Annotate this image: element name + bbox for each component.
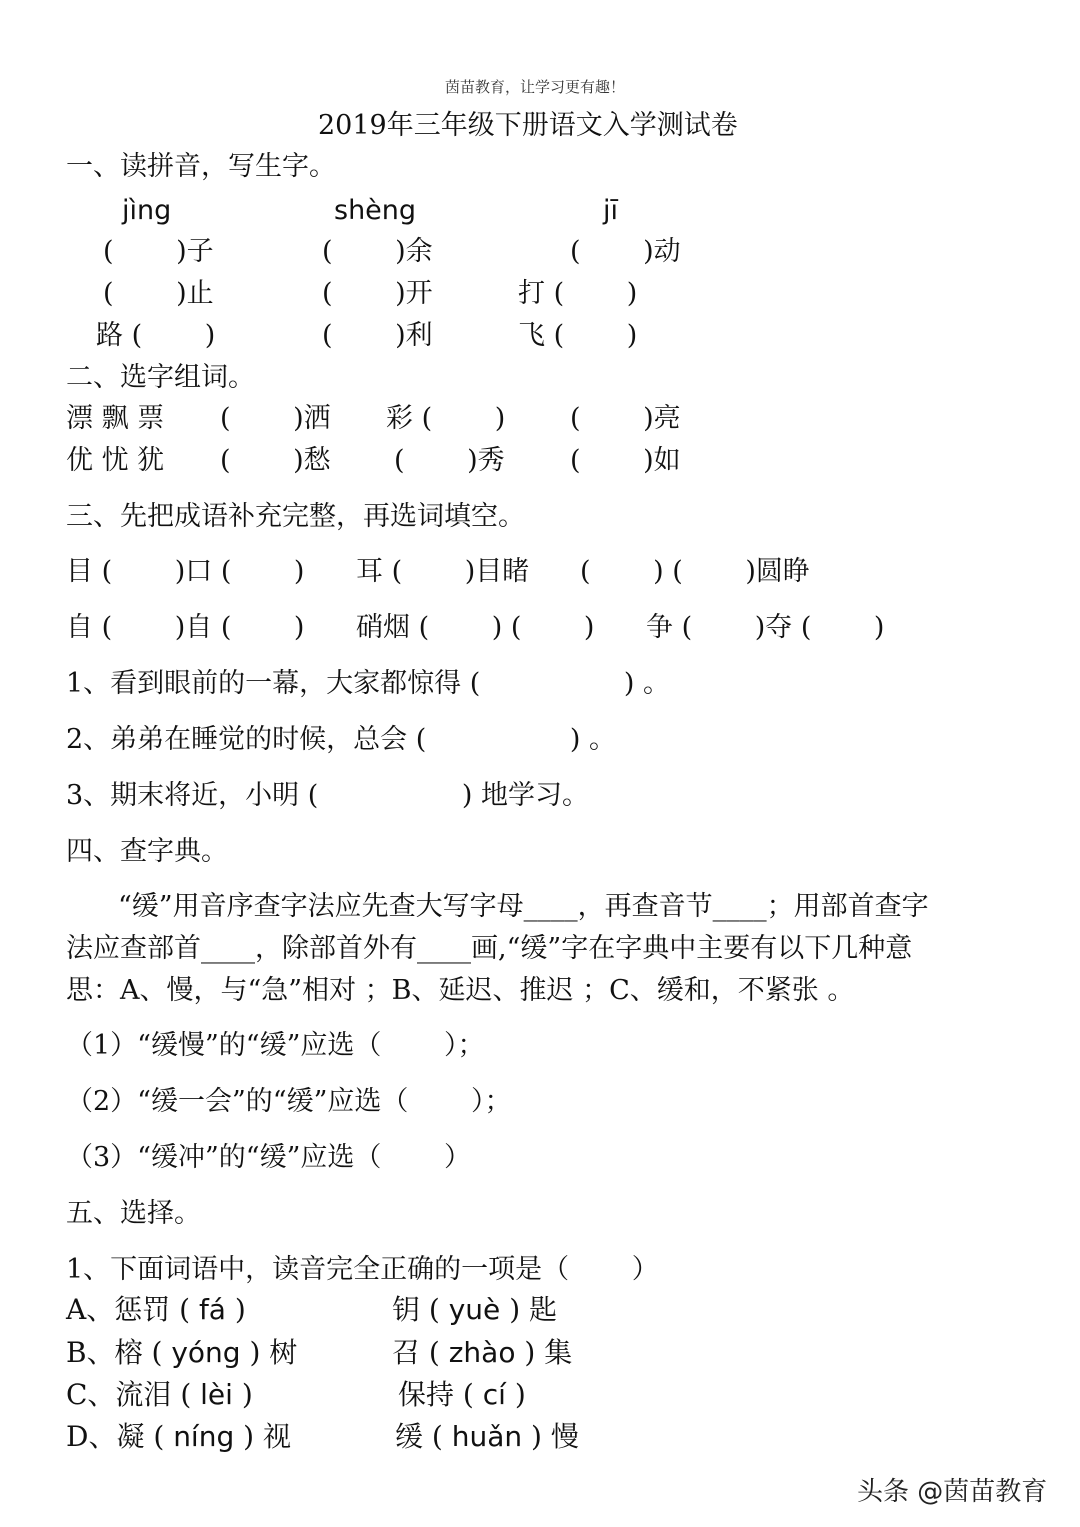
option-a-right [392, 1293, 558, 1326]
option-text: C、流泪 ( [66, 1378, 192, 1411]
option-pinyin: fá [198, 1293, 226, 1326]
tagline: 茵苗教育，让学习更有趣！ [445, 78, 626, 96]
option-c-left [66, 1378, 253, 1411]
s2-cell: ( )秀 [394, 445, 505, 476]
s1-cell: ( )余 [322, 236, 433, 267]
option-text: ) 树 [249, 1336, 298, 1369]
pinyin-3: jī [603, 195, 619, 226]
page-title: 2019年三年级下册语文入学测试卷 [318, 110, 738, 141]
pinyin-2: shèng [334, 195, 417, 226]
option-text: 钥 ( [392, 1293, 440, 1326]
option-c-right [398, 1378, 526, 1411]
idiom: ( ) ( )圆睁 [580, 556, 810, 587]
option-pinyin: yóng [171, 1336, 241, 1369]
option-pinyin: lèi [200, 1378, 233, 1411]
option-pinyin: níng [173, 1420, 235, 1453]
s1-cell: ( )子 [103, 236, 214, 267]
idiom: 自 ( )自 ( ) [66, 612, 305, 643]
s2-chars: 优 忧 犹 [66, 445, 165, 476]
s4-paragraph-line-2: 法应查部首____，除部首外有____画,“缓”字在字典中主要有以下几种意 [66, 933, 913, 964]
s2-cell: ( )如 [570, 445, 681, 476]
option-d-right [395, 1420, 579, 1453]
s2-cell: ( )亮 [570, 403, 681, 434]
idiom: 目 ( )口 ( ) [66, 556, 305, 587]
s2-cell: 彩 ( ) [386, 403, 506, 434]
s3-question-3: 3、期末将近，小明 ( ) 地学习。 [66, 780, 589, 811]
s2-cell: ( )愁 [220, 445, 331, 476]
option-text: ) [241, 1378, 253, 1411]
s1-cell: ( )利 [322, 320, 433, 351]
option-text: 缓 ( [395, 1420, 443, 1453]
section-1-heading: 一、读拼音，写生字。 [66, 151, 336, 182]
s1-cell: ( )止 [103, 278, 214, 309]
option-b-left [66, 1336, 298, 1369]
idiom: 耳 ( )目睹 [356, 556, 530, 587]
s4-paragraph-line-3: 思：A、慢，与“急”相对 ；B、延迟、推迟 ；C、缓和，不紧张 。 [66, 975, 855, 1006]
s5-question-1: 1、下面词语中，读音完全正确的一项是（ ） [66, 1254, 659, 1285]
s1-cell: 路 ( ) [96, 320, 216, 351]
option-text: 召 ( [392, 1336, 440, 1369]
s4-question-1: （1）“缓慢”的“缓”应选（ ）； [66, 1030, 485, 1061]
s1-cell: ( )开 [322, 278, 433, 309]
section-3-heading: 三、先把成语补充完整，再选词填空。 [66, 501, 525, 532]
option-text: ) [234, 1293, 246, 1326]
section-5-heading: 五、选择。 [66, 1198, 201, 1229]
idiom: 争 ( )夺 ( ) [646, 612, 885, 643]
option-text: ) [514, 1378, 526, 1411]
option-text: D、凝 ( [66, 1420, 165, 1453]
s2-cell: ( )洒 [220, 403, 331, 434]
s2-chars: 漂 飘 票 [66, 403, 165, 434]
section-4-heading: 四、查字典。 [66, 836, 228, 867]
s4-question-2: （2）“缓一会”的“缓”应选（ ）； [66, 1086, 512, 1117]
option-a-left [66, 1293, 246, 1326]
option-text: A、惩罚 ( [66, 1293, 191, 1326]
option-pinyin: huǎn [451, 1420, 523, 1453]
option-text: B、榕 ( [66, 1336, 163, 1369]
idiom: 硝烟 ( ) ( ) [356, 612, 595, 643]
option-d-left [66, 1420, 291, 1453]
s1-cell: ( )动 [570, 236, 681, 267]
option-pinyin: cí [482, 1378, 506, 1411]
option-text: ) 视 [243, 1420, 291, 1453]
s4-question-3: （3）“缓冲”的“缓”应选（ ） [66, 1142, 471, 1173]
option-pinyin: yuè [448, 1293, 501, 1326]
pinyin-1: jìng [122, 195, 172, 226]
option-b-right [392, 1336, 573, 1369]
s1-cell: 飞 ( ) [518, 320, 638, 351]
s3-question-1: 1、看到眼前的一幕，大家都惊得 ( ) 。 [66, 668, 670, 699]
s3-question-2: 2、弟弟在睡觉的时候，总会 ( ) 。 [66, 724, 616, 755]
option-text: ) 集 [524, 1336, 573, 1369]
section-2-heading: 二、选字组词。 [66, 362, 255, 393]
option-text: ) 匙 [509, 1293, 558, 1326]
option-pinyin: zhào [448, 1336, 516, 1369]
option-text: ) 慢 [531, 1420, 579, 1453]
s1-cell: 打 ( ) [518, 278, 638, 309]
watermark: 头条 @茵苗教育 [857, 1477, 1048, 1507]
option-text: 保持 ( [398, 1378, 474, 1411]
s4-paragraph-line-1: “缓”用音序查字法应先查大写字母____，再查音节____；用部首查字 [118, 891, 929, 922]
